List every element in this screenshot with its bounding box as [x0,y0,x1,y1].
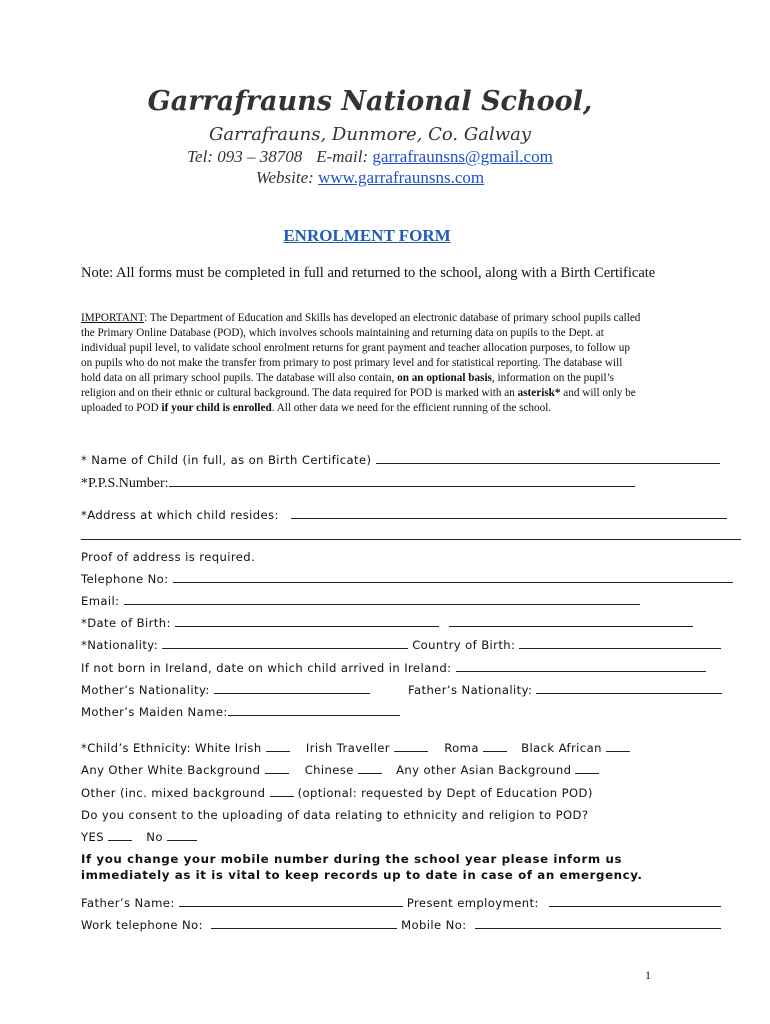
important-emphasis: if your child is enrolled [161,402,272,414]
pps-label: *P.P.S.Number: [81,476,169,491]
mother-nationality-line[interactable] [214,682,370,694]
chinese-label: Chinese [304,763,354,777]
maiden-name-label: Mother’s Maiden Name: [81,705,228,719]
father-name-row [81,895,741,911]
consent-answer-row [81,829,741,845]
chinese-line[interactable] [358,762,382,774]
dob-line-2[interactable] [449,615,693,627]
important-label: IMPORTANT [81,312,145,324]
address-row-2 [81,528,741,544]
nationality-row [81,637,741,653]
ethnicity-label: *Child’s Ethnicity: White Irish [81,741,262,755]
irish-traveller-label: Irish Traveller [305,741,390,755]
proof-text: Proof of address is required. [81,550,256,564]
important-emphasis: on an optional basis [397,372,492,384]
mobile-warning: If you change your mobile number during the school year please inform us immediately as it is vital to keep records up to date in case of an emergency. [81,852,643,882]
child-name-row [81,452,741,468]
important-text: , information on the pupil’s religion and on their ethnic or cultural background. The data required for POD is marked with an [81,372,615,399]
address-label: *Address at which child resides: [81,508,279,522]
address-row [81,507,741,523]
note-paragraph: Note: All forms must be completed in full and returned to the school, along with a Birth Certificate [81,265,656,281]
mother-nationality-label: Mother’s Nationality: [81,683,210,697]
consent-yes-line[interactable] [108,829,132,841]
child-name-label: * Name of Child (in full, as on Birth Certificate) [81,453,372,467]
consent-yes-label: YES [81,830,104,844]
page-number: 1 [645,968,651,982]
important-text: : The Department of Education and Skills has developed an electronic database of primary school pupils called the Primary Online Database (POD), which involves schools maintaining and returning data on pupils to the Dept. at individual pupil level, to validate school enrolment returns for grant payment and teacher allocation purposes, to follow up on pupils who do not make the transfer from primary to post primary level and for statistical reporting. The database will hold data on all primary school pupils. The database will also contain, [81,312,641,384]
other-mixed-label: Other (inc. mixed background [81,786,266,800]
proof-row [81,549,741,565]
important-paragraph [81,311,641,416]
email-row [81,593,741,609]
important-emphasis: asterisk* [517,387,561,399]
consent-no-label: No [146,830,163,844]
form-title: ENROLMENT FORM [283,226,451,245]
website-line [0,168,740,188]
dob-row [81,615,741,631]
maiden-name-row [81,704,741,720]
dob-line[interactable] [175,615,439,627]
any-other-asian-label: Any other Asian Background [396,763,572,777]
country-of-birth-line[interactable] [519,637,721,649]
contact-line [0,147,740,167]
father-name-line[interactable] [179,895,403,907]
employment-line[interactable] [549,895,721,907]
father-nationality-line[interactable] [536,682,722,694]
any-other-asian-line[interactable] [575,762,599,774]
website-label: Website: [255,168,314,187]
consent-row [81,807,741,823]
important-text: . All other data we need for the efficient running of the school. [271,402,552,414]
maiden-name-line[interactable] [228,704,400,716]
black-african-line[interactable] [606,740,630,752]
nationality-label: *Nationality: [81,638,158,652]
irish-traveller-line[interactable] [394,740,428,752]
any-other-white-line[interactable] [265,762,289,774]
roma-line[interactable] [483,740,507,752]
employment-label: Present employment: [406,896,539,910]
ethnicity-row-3 [81,785,741,801]
work-phone-line[interactable] [211,917,397,929]
nationality-line[interactable] [162,637,408,649]
ethnicity-row-2 [81,762,741,778]
email-label: E-mail: [316,147,369,166]
arrival-line[interactable] [456,660,706,672]
mobile-label: Mobile No: [401,918,467,932]
arrival-row [81,660,741,676]
dob-label: *Date of Birth: [81,616,171,630]
consent-question: Do you consent to the uploading of data relating to ethnicity and religion to POD? [81,808,589,822]
black-african-label: Black African [521,741,602,755]
other-mixed-line[interactable] [270,785,294,797]
mobile-line[interactable] [475,917,721,929]
any-other-white-label: Any Other White Background [81,763,261,777]
white-irish-line[interactable] [266,740,290,752]
consent-no-line[interactable] [167,829,197,841]
email-line[interactable] [124,593,640,605]
optional-note: (optional: requested by Dept of Education POD) [297,786,593,800]
address-line-1[interactable] [291,507,727,519]
roma-label: Roma [444,741,479,755]
telephone-row [81,571,741,587]
email-field-label: Email: [81,594,120,608]
child-name-line[interactable] [376,452,720,464]
important-text: and will only be uploaded to POD [81,387,636,414]
pps-row [81,475,741,492]
pps-line[interactable] [169,475,635,487]
father-name-label: Father’s Name: [81,896,175,910]
country-of-birth-label: Country of Birth: [412,638,516,652]
work-phone-label: Work telephone No: [81,918,203,932]
email-link[interactable]: garrafraunsns@gmail.com [372,147,553,166]
telephone-text: Tel: 093 – 38708 [187,147,303,166]
address-line-2[interactable] [81,528,741,540]
telephone-label: Telephone No: [81,572,169,586]
school-address: Garrafrauns, Dunmore, Co. Galway [208,124,532,145]
website-link[interactable]: www.garrafraunsns.com [318,168,485,187]
school-name: Garrafrauns National School, [147,86,593,117]
father-nationality-label: Father’s Nationality: [407,683,533,697]
parents-nationality-row [81,682,741,698]
telephone-line[interactable] [173,571,733,583]
ethnicity-row-1 [81,740,741,756]
father-phone-row [81,917,741,933]
arrival-label: If not born in Ireland, date on which child arrived in Ireland: [81,661,452,675]
